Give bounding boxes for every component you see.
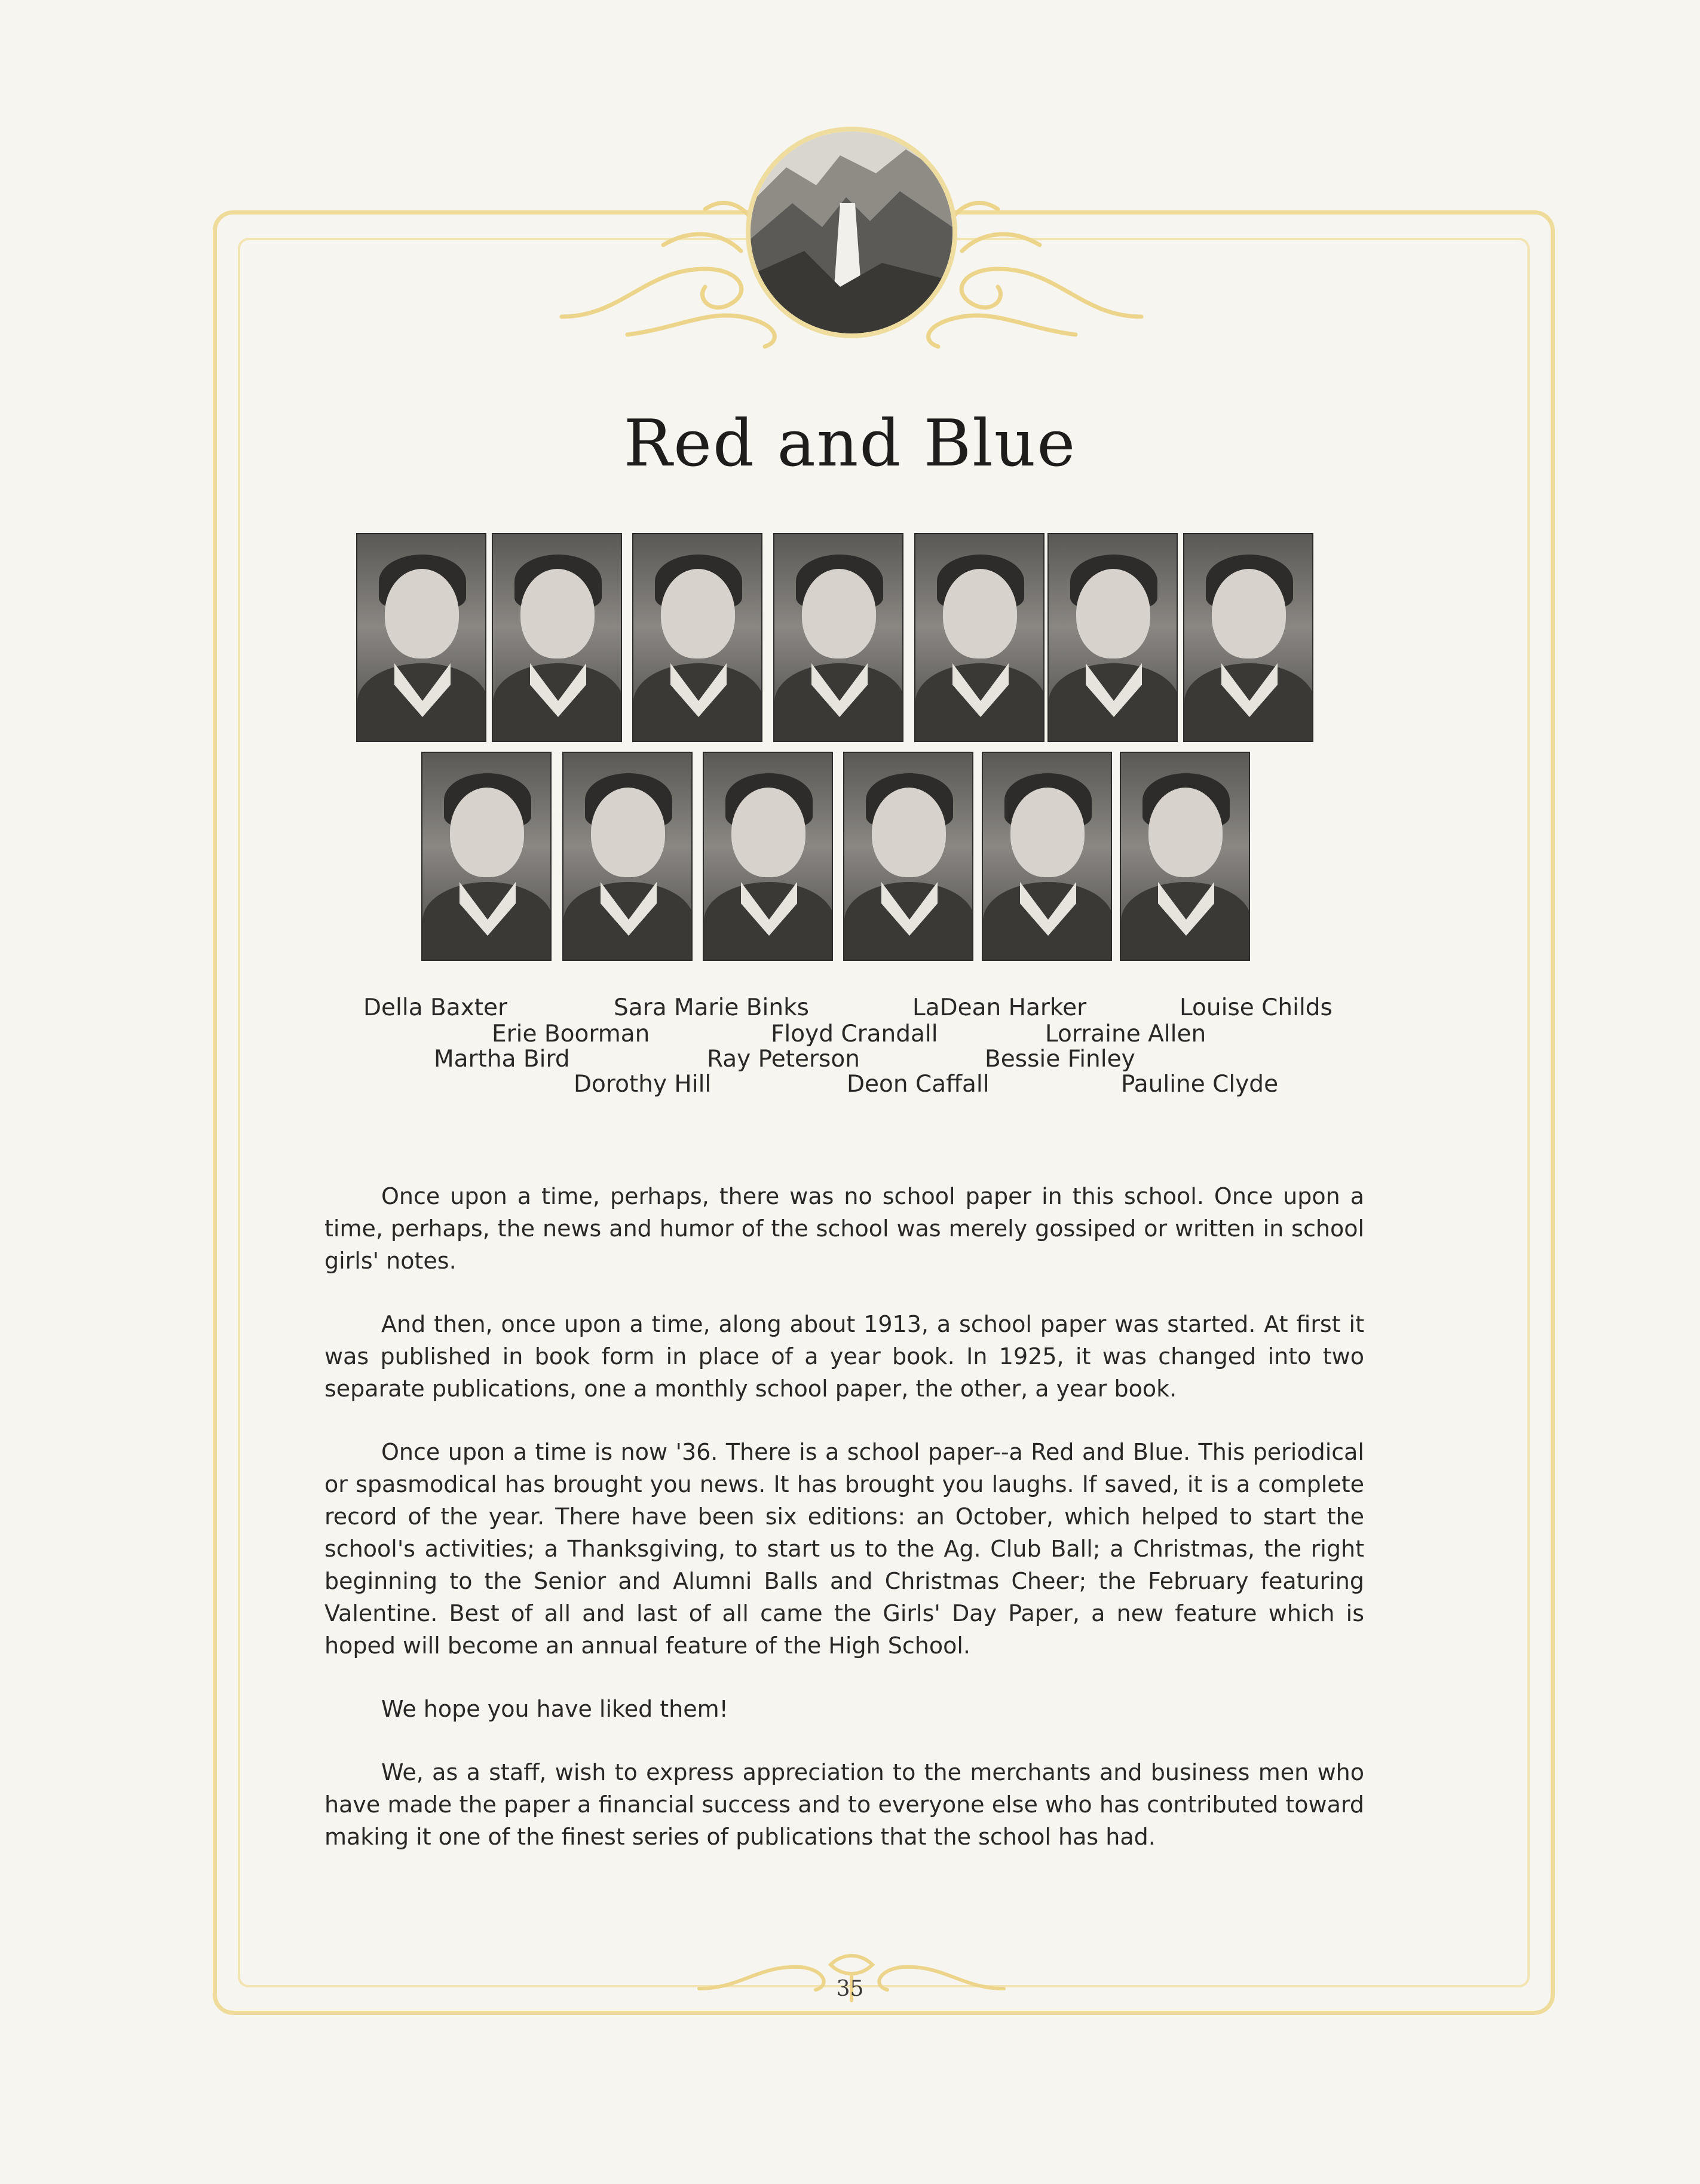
staff-name: Pauline Clyde [1121, 1071, 1279, 1098]
staff-name: Sara Marie Binks [614, 994, 810, 1021]
paragraph: We, as a staff, wish to express appreciation to the merchants and business men who have made the paper a financial success and to everyone else who has contributed toward making it one of the finest series of publications that the school has had. [324, 1759, 1364, 1850]
paragraph: And then, once upon a time, along about 1913, a school paper was started. At first it was published in book form in place of a year book. In 1925, it was changed into two separate publications, one a monthly school paper, the other, a year book. [324, 1311, 1364, 1402]
article-body [324, 1180, 1364, 1884]
page-number: 35 [836, 1977, 864, 2001]
staff-name: Bessie Finley [985, 1046, 1135, 1073]
paragraph: We hope you have liked them! [381, 1696, 728, 1722]
page-title: Red and Blue [623, 406, 1077, 481]
staff-portrait [843, 752, 973, 961]
staff-portrait [356, 533, 486, 742]
staff-portrait [562, 752, 693, 961]
staff-portrait [982, 752, 1112, 961]
staff-portrait [1047, 533, 1178, 742]
staff-name: Floyd Crandall [771, 1021, 938, 1047]
staff-name: Dorothy Hill [574, 1071, 712, 1098]
staff-portrait [773, 533, 903, 742]
staff-portrait [703, 752, 833, 961]
staff-name: Martha Bird [434, 1046, 570, 1073]
staff-name: Erie Boorman [492, 1021, 650, 1047]
staff-name: Della Baxter [363, 994, 508, 1021]
staff-portrait [632, 533, 762, 742]
landscape-vignette-image [746, 127, 957, 338]
paragraph: Once upon a time, perhaps, there was no school paper in this school. Once upon a time, perhaps, the news and humor of the school was merely gossiped or written in school girls' notes. [324, 1183, 1364, 1274]
staff-name: Ray Peterson [707, 1046, 860, 1073]
staff-portrait [1183, 533, 1313, 742]
staff-name: Louise Childs [1180, 994, 1333, 1021]
waterfall-canyon-picture [751, 131, 952, 333]
staff-name: Lorraine Allen [1045, 1021, 1206, 1047]
paragraph: Once upon a time is now '36. There is a school paper--a Red and Blue. This periodical or spasmodical has brought you news. It has brought you laughs. If saved, it is a complete record of the year. There have been six editions: an October, which helped to start the school's activities; a Thanksgiving, to start us to the Ag. Club Ball; a Christmas, the right beginning to the Senior and Alumni Balls and Christmas Cheer; the February featuring Valentine. Best of all and last of all came the Girls' Day Paper, a new feature which is hoped will become an annual feature of the High School. [324, 1439, 1364, 1659]
staff-portrait [1120, 752, 1250, 961]
staff-name: Deon Caffall [847, 1071, 990, 1098]
staff-portrait [421, 752, 552, 961]
staff-portrait [914, 533, 1044, 742]
staff-portrait [492, 533, 622, 742]
staff-name: LaDean Harker [912, 994, 1087, 1021]
